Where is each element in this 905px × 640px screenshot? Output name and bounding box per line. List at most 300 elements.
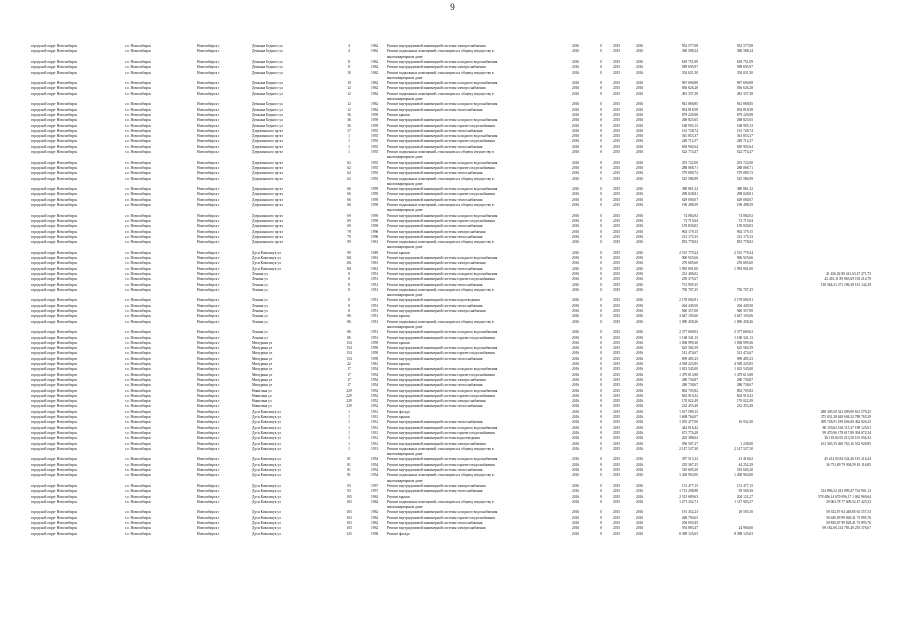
table-row [31, 240, 871, 245]
cell-work: Ремонт внутридомовой инженерной системы электроснабжения [387, 441, 486, 446]
cell-y1: 2015 [613, 229, 621, 234]
cell-work: Ремонт внутридомовой инженерной системы холодного водоснабжения [387, 457, 498, 462]
cell-fund: 291 722,00 [736, 160, 753, 165]
cell-work: Ремонт внутридомовой инженерной системы холодного водоснабжения [387, 134, 498, 139]
cell-street: Дуси Ковальчук ул [252, 483, 281, 488]
cell-work: Ремонт внутридомовой инженерной системы холодного водоснабжения [387, 102, 498, 107]
cell-total: 268 825,65 [681, 118, 698, 123]
cell-city: Новосибирск г [197, 462, 220, 467]
cell-district: городской округ Новосибирск [31, 59, 78, 64]
cell-total: 602 910,32 [681, 393, 698, 398]
cell-n: 0 [600, 377, 602, 382]
table-row [31, 346, 871, 351]
cell-city: Новосибирск г [197, 150, 220, 154]
cell-total: 256 059,45 [681, 521, 698, 525]
cell-district: городской округ Новосибирск [31, 150, 78, 154]
cell-n: 0 [600, 340, 602, 345]
cell-city: Новосибирск г [197, 59, 220, 64]
cell-year: 1951 [371, 287, 379, 292]
cell-street: Мичурина ул [252, 372, 273, 377]
cell-year: 1954 [371, 462, 379, 467]
cell-y1: 2015 [613, 102, 621, 107]
cell-fund: 168 905,13 [736, 123, 753, 128]
cell-n: 0 [600, 420, 602, 425]
cell-town: г.о. Новосибирск [125, 314, 151, 319]
cell-total: 231 406,02 [681, 271, 698, 276]
cell-town: г.о. Новосибирск [125, 409, 151, 414]
cell-plan: 2016 [572, 240, 580, 245]
cell-street: Ленина ул [252, 314, 268, 319]
cell-house: 17 [347, 383, 351, 388]
cell-n: 0 [600, 319, 602, 324]
cell-street: Демьяна Бедного ул [252, 86, 283, 91]
cell-n: 0 [600, 393, 602, 398]
cell-town: г.о. Новосибирск [125, 303, 151, 308]
cell-town: г.о. Новосибирск [125, 112, 151, 117]
cell-y2: 2016 [636, 473, 644, 478]
cell-work: Ремонт внутридомовой инженерной системы холодного водоснабжения [387, 160, 498, 165]
cell-town: г.о. Новосибирск [125, 44, 151, 48]
cell-n: 0 [600, 213, 602, 218]
cell-year: 1951 [371, 298, 379, 303]
cell-work: Ремонт внутридомовой инженерной системы горячего водоснабжения [387, 515, 495, 520]
cell-town: г.о. Новосибирск [125, 404, 151, 409]
cell-town: г.о. Новосибирск [125, 377, 151, 382]
cell-city: Новосибирск г [197, 436, 220, 441]
cell-town: г.о. Новосибирск [125, 441, 151, 446]
cell-y2: 2016 [636, 250, 644, 255]
cell-work: Ремонт внутридомовой инженерной системы электроснабжения [387, 44, 486, 48]
table-row [31, 341, 871, 346]
cell-city: Новосибирск г [197, 165, 220, 170]
cell-fund: 2 147 527,30 [734, 446, 753, 451]
cell-y1: 2015 [613, 49, 621, 54]
cell-y2: 2016 [636, 510, 644, 515]
table-row [31, 410, 871, 415]
cell-n: 0 [600, 192, 602, 197]
cell-town: г.о. Новосибирск [125, 250, 151, 255]
cell-work: Ремонт подвальных помещений, относящихся к общему имуществу в [387, 240, 494, 245]
cell-n: 0 [600, 102, 602, 107]
cell-total: 731 905,35 [681, 282, 698, 287]
cell-y2: 2016 [636, 112, 644, 117]
cell-district: городской округ Новосибирск [31, 144, 78, 149]
cell-n: 0 [600, 134, 602, 139]
cell-extra: 45 412,92 84 524,46 181 216,44 [824, 457, 871, 462]
cell-total: 802 705,82 [681, 388, 698, 393]
cell-y1: 2015 [613, 261, 621, 266]
cell-y1: 2015 [613, 65, 621, 70]
table-row [31, 55, 871, 60]
table-row [31, 198, 871, 203]
cell-total: 1 608 764,07 [679, 415, 698, 419]
cell-city: Новосибирск г [197, 256, 220, 260]
cell-total: 74 084,92 [683, 213, 698, 218]
cell-y2: 2016 [636, 430, 644, 435]
cell-street: Дзержинского пр-кт [252, 171, 283, 176]
cell-street: Демьяна Бедного ул [252, 65, 283, 70]
cell-fund: 940 357,08 [736, 309, 753, 313]
cell-y1: 2015 [613, 277, 621, 282]
cell-house: 66 [347, 197, 351, 202]
cell-street: Демьяна Бедного ул [252, 59, 283, 64]
cell-city: Новосибирск г [197, 409, 220, 414]
cell-town: г.о. Новосибирск [125, 256, 151, 260]
cell-n: 0 [600, 330, 602, 335]
cell-work: Ремонт внутридомовой инженерной системы теплоснабжения [387, 107, 483, 112]
cell-work: многоквартирном доме [387, 293, 423, 298]
cell-n: 0 [600, 240, 602, 245]
cell-district: городской округ Новосибирск [31, 187, 78, 192]
cell-n: 0 [600, 356, 602, 361]
table-row [31, 378, 871, 383]
cell-year: 1955 [371, 150, 379, 154]
cell-plan: 2016 [572, 346, 580, 351]
table-row [31, 102, 871, 107]
cell-fund: 941 868,85 [736, 102, 753, 107]
cell-street: Ленина ул [252, 298, 268, 303]
cell-work: Ремонт внутридомовой инженерной системы электроснабжения [387, 399, 486, 404]
table-row [31, 177, 871, 182]
cell-work: Ремонт внутридомовой инженерной системы электроснабжения [387, 377, 486, 382]
cell-year: 1957 [371, 483, 379, 488]
cell-year: 1962 [371, 494, 379, 499]
cell-fund: 280 730,87 [736, 377, 753, 382]
cell-year: 1951 [371, 314, 379, 319]
cell-district: городской округ Новосибирск [31, 436, 78, 441]
cell-district: городской округ Новосибирск [31, 277, 78, 282]
cell-y1: 2015 [613, 473, 621, 478]
cell-y1: 2015 [613, 250, 621, 255]
cell-street: Демьяна Бедного ул [252, 70, 283, 75]
cell-y2: 2016 [636, 65, 644, 70]
table-row [31, 532, 871, 537]
cell-year: 1961 [371, 261, 379, 266]
cell-city: Новосибирск г [197, 234, 220, 239]
cell-y1: 2015 [613, 266, 621, 271]
cell-plan: 2016 [572, 107, 580, 112]
cell-town: г.о. Новосибирск [125, 319, 151, 324]
cell-plan: 2016 [572, 250, 580, 255]
cell-district: городской округ Новосибирск [31, 218, 78, 223]
cell-plan: 2016 [572, 393, 580, 398]
cell-street: Мичурина ул [252, 356, 273, 361]
cell-city: Новосибирск г [197, 393, 220, 398]
cell-city: Новосибирск г [197, 86, 220, 91]
cell-work: Ремонт внутридомовой инженерной системы теплоснабжения [387, 197, 483, 202]
cell-y1: 2015 [613, 415, 621, 419]
cell-work: многоквартирном доме [387, 505, 423, 510]
cell-n: 0 [600, 197, 602, 202]
cell-year: 1951 [371, 309, 379, 313]
cell-n: 0 [600, 346, 602, 351]
cell-n: 0 [600, 351, 602, 356]
cell-district: городской округ Новосибирск [31, 351, 78, 356]
table-row [31, 495, 871, 500]
cell-n: 0 [600, 128, 602, 133]
cell-total: 853 778,02 [681, 240, 698, 245]
table-row [31, 463, 871, 468]
cell-city: Новосибирск г [197, 367, 220, 372]
cell-year: 1959 [371, 213, 379, 218]
cell-n: 0 [600, 139, 602, 144]
cell-work: Ремонт крыши [387, 362, 410, 366]
cell-house: 161 [346, 266, 352, 271]
cell-house: 36 [347, 112, 351, 117]
cell-y1: 2015 [613, 59, 621, 64]
cell-fund: 41 418,62 [738, 457, 753, 462]
cell-year: 1962 [371, 499, 379, 504]
cell-total: 190 498,59 [681, 203, 698, 207]
cell-n: 0 [600, 436, 602, 441]
cell-year: 1962 [371, 526, 379, 531]
cell-work: Ремонт внутридомовой инженерной системы горячего водоснабжения [387, 192, 495, 197]
cell-district: городской округ Новосибирск [31, 319, 78, 324]
cell-n: 0 [600, 107, 602, 112]
cell-town: г.о. Новосибирск [125, 176, 151, 181]
cell-n: 0 [600, 44, 602, 48]
cell-y2: 2016 [636, 436, 644, 441]
cell-house: 17 [347, 367, 351, 372]
cell-house: 12 [347, 107, 351, 112]
cell-year: 1955 [371, 160, 379, 165]
cell-plan: 2016 [572, 261, 580, 266]
cell-work: Ремонт внутридомовой инженерной системы горячего водоснабжения [387, 335, 495, 340]
cell-year: 1962 [371, 107, 379, 112]
cell-plan: 2016 [572, 112, 580, 117]
cell-n: 0 [600, 531, 602, 536]
cell-y2: 2016 [636, 399, 644, 404]
cell-district: городской округ Новосибирск [31, 298, 78, 303]
cell-extra: 399 728,91 189 656,00 462 826,25 [820, 420, 871, 425]
table-row [31, 145, 871, 150]
cell-fund: 190 498,59 [736, 203, 753, 207]
cell-house: 229 [346, 393, 352, 398]
cell-district: городской округ Новосибирск [31, 65, 78, 70]
cell-y2: 2016 [636, 218, 644, 223]
cell-fund: 268 825,65 [736, 118, 753, 123]
cell-plan: 2016 [572, 383, 580, 388]
cell-house: 86 [347, 335, 351, 340]
cell-y1: 2015 [613, 393, 621, 398]
cell-y2: 2016 [636, 367, 644, 372]
cell-district: городской округ Новосибирск [31, 112, 78, 117]
cell-work: Ремонт подвальных помещений, относящихся к общему имуществу в [387, 203, 494, 207]
cell-city: Новосибирск г [197, 102, 220, 107]
cell-n: 0 [600, 165, 602, 170]
cell-y1: 2015 [613, 388, 621, 393]
cell-y1: 2015 [613, 346, 621, 351]
table-row [31, 192, 871, 197]
cell-y2: 2016 [636, 319, 644, 324]
cell-town: г.о. Новосибирск [125, 277, 151, 282]
cell-y2: 2016 [636, 346, 644, 351]
cell-n: 0 [600, 91, 602, 96]
cell-fund: 280 738,67 [736, 383, 753, 388]
cell-work: Ремонт внутридомовой инженерной системы теплоснабжения [387, 224, 483, 229]
table-row [31, 447, 871, 452]
cell-street: Дзержинского пр-кт [252, 187, 283, 192]
cell-house: 36 [347, 123, 351, 128]
cell-town: г.о. Новосибирск [125, 446, 151, 451]
cell-y1: 2015 [613, 425, 621, 430]
cell-fund: 602 910,32 [736, 393, 753, 398]
cell-fund: 276 685,60 [736, 261, 753, 266]
cell-street: Ленина ул [252, 282, 268, 287]
cell-plan: 2016 [572, 335, 580, 340]
cell-district: городской округ Новосибирск [31, 81, 78, 86]
cell-y1: 2015 [613, 192, 621, 197]
cell-city: Новосибирск г [197, 203, 220, 207]
cell-plan: 2016 [572, 44, 580, 48]
cell-house: 154 [346, 351, 352, 356]
cell-total: 625 582,59 [681, 346, 698, 351]
cell-work: Ремонт фасада [387, 409, 410, 414]
cell-y2: 2016 [636, 91, 644, 96]
cell-work: Ремонт внутридомовой инженерной системы теплоснабжения [387, 468, 483, 472]
cell-total: 952 577,08 [681, 44, 698, 48]
cell-extra: 56 649,09 99 828,41 73 895,76 [826, 515, 871, 520]
cell-district: городской округ Новосибирск [31, 309, 78, 313]
cell-n: 0 [600, 123, 602, 128]
cell-fund: 909 485,23 [736, 356, 753, 361]
cell-y1: 2015 [613, 271, 621, 276]
cell-n: 0 [600, 409, 602, 414]
cell-total: 2 147 527,30 [679, 446, 698, 451]
cell-district: городской округ Новосибирск [31, 314, 78, 319]
cell-n: 0 [600, 462, 602, 467]
table-row [31, 404, 871, 409]
cell-work: Ремонт внутридомовой инженерной системы горячего водоснабжения [387, 462, 495, 467]
cell-year: 1955 [371, 134, 379, 139]
cell-street: Дуси Ковальчук ул [252, 250, 281, 255]
cell-house: 86 [347, 330, 351, 335]
cell-work: Ремонт крыши [387, 250, 410, 255]
cell-year: 1961 [371, 266, 379, 271]
cell-plan: 2016 [572, 430, 580, 435]
cell-plan: 2016 [572, 49, 580, 54]
cell-total: 967 690,88 [681, 81, 698, 86]
cell-town: г.о. Новосибирск [125, 86, 151, 91]
cell-fund: 264 449,50 [736, 303, 753, 308]
cell-work: многоквартирном доме [387, 54, 423, 59]
cell-total: 1 712 298,98 [679, 489, 698, 494]
cell-street: Дуси Ковальчук ул [252, 510, 281, 515]
cell-house: 12 [347, 102, 351, 107]
cell-town: г.о. Новосибирск [125, 102, 151, 107]
cell-fund: 630 902,64 [736, 144, 753, 149]
cell-total: 291 722,00 [681, 160, 698, 165]
cell-house: 8 [348, 298, 350, 303]
cell-city: Новосибирск г [197, 351, 220, 356]
cell-house: 103 [346, 494, 352, 499]
cell-year: 1962 [371, 70, 379, 75]
cell-town: г.о. Новосибирск [125, 430, 151, 435]
cell-year: 1996 [371, 229, 379, 234]
cell-fund: 854 818,58 [736, 107, 753, 112]
cell-y2: 2016 [636, 531, 644, 536]
cell-district: городской округ Новосибирск [31, 526, 78, 531]
cell-town: г.о. Новосибирск [125, 91, 151, 96]
cell-extra: 130 564,31 271 186,38 161 142,29 [820, 282, 871, 287]
cell-work: Ремонт подвальных помещений, относящихся к общему имуществу в [387, 49, 494, 54]
cell-house: 8 [348, 282, 350, 287]
cell-work: Ремонт внутридомовой инженерной системы теплоснабжения [387, 521, 483, 525]
cell-house: 8 [348, 59, 350, 64]
table-row [31, 134, 871, 139]
cell-extra: 36 118,82 65 213,50 101 056,32 [824, 436, 871, 441]
cell-city: Новосибирск г [197, 107, 220, 112]
cell-y1: 2015 [613, 526, 621, 531]
cell-total: 618 751,99 [681, 59, 698, 64]
cell-y2: 2016 [636, 309, 644, 313]
cell-n: 0 [600, 118, 602, 123]
cell-y2: 2016 [636, 240, 644, 245]
cell-y1: 2015 [613, 430, 621, 435]
cell-street: Дуси Ковальчук ул [252, 468, 281, 472]
cell-district: городской округ Новосибирск [31, 404, 78, 409]
cell-year: 1962 [371, 65, 379, 70]
cell-city: Новосибирск г [197, 160, 220, 165]
cell-total: 360 588,24 [681, 49, 698, 54]
cell-town: г.о. Новосибирск [125, 224, 151, 229]
cell-fund: 72 715,64 [738, 218, 753, 223]
cell-work: Ремонт внутридомовой инженерной системы электроснабжения [387, 526, 486, 531]
cell-total: 1 023 545,00 [679, 367, 698, 372]
table-row [31, 161, 871, 166]
cell-city: Новосибирск г [197, 70, 220, 75]
table-row [31, 150, 871, 155]
cell-house: 103 [346, 499, 352, 504]
cell-plan: 2016 [572, 271, 580, 276]
cell-year: 1951 [371, 303, 379, 308]
cell-y2: 2016 [636, 277, 644, 282]
cell-y1: 2015 [613, 118, 621, 123]
table-row [31, 44, 871, 49]
table-row [31, 399, 871, 404]
cell-work: Ремонт крыши [387, 314, 410, 319]
cell-n: 0 [600, 59, 602, 64]
cell-y1: 2015 [613, 489, 621, 494]
cell-house: 69 [347, 218, 351, 223]
cell-district: городской округ Новосибирск [31, 192, 78, 197]
cell-year: 1959 [371, 224, 379, 229]
cell-y1: 2015 [613, 165, 621, 170]
table-row [31, 65, 871, 70]
cell-n: 0 [600, 494, 602, 499]
cell-total: 397 513,32 [681, 457, 698, 462]
table-row [31, 351, 871, 356]
cell-house: 66 [347, 192, 351, 197]
cell-work: Ремонт внутридомовой инженерной системы теплоснабжения [387, 356, 483, 361]
table-row [31, 484, 871, 489]
cell-town: г.о. Новосибирск [125, 399, 151, 404]
cell-work: многоквартирном доме [387, 181, 423, 186]
cell-city: Новосибирск г [197, 81, 220, 86]
cell-house: 99 [347, 250, 351, 255]
cell-town: г.о. Новосибирск [125, 388, 151, 393]
table-row [31, 489, 871, 494]
table-row [31, 436, 871, 441]
cell-street: Дуси Ковальчук ул [252, 436, 281, 441]
cell-district: городской округ Новосибирск [31, 409, 78, 414]
cell-city: Новосибирск г [197, 44, 220, 48]
cell-y2: 2016 [636, 229, 644, 234]
cell-total: 594 883,47 [681, 526, 698, 531]
cell-district: городской округ Новосибирск [31, 356, 78, 361]
cell-fund: 525 586,99 [736, 176, 753, 181]
cell-n: 0 [600, 187, 602, 192]
